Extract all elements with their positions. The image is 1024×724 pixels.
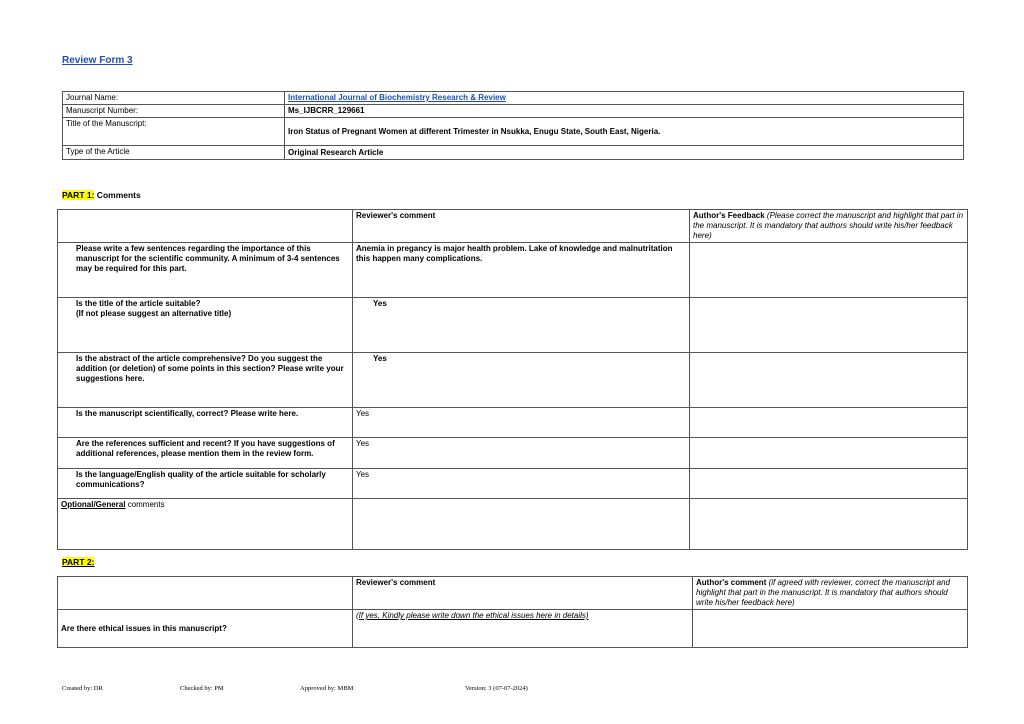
info-row-title [63, 118, 964, 146]
part1-header-reviewer: Reviewer's comment [353, 210, 690, 243]
part1-suffix: Comments [94, 190, 141, 200]
info-row-type [63, 146, 964, 160]
manuscript-title-value: Iron Status of Pregnant Women at different Trimester in Nsukka, Enugu State, South East, Nigeria. [285, 118, 964, 146]
answer-language[interactable]: Yes [353, 469, 690, 499]
optional-author-feedback[interactable] [690, 499, 968, 550]
manuscript-info-table [62, 91, 964, 160]
part2-header-author [693, 577, 968, 610]
footer-version: Version: 3 (07-07-2024) [465, 685, 528, 692]
part1-header-author-bold: Author's Feedback [693, 211, 765, 220]
feedback-language[interactable] [690, 469, 968, 499]
part1-row-references [58, 438, 968, 469]
question-title: Is the title of the article suitable? (If not please suggest an alternative title) [58, 298, 353, 353]
info-row-manuscript-number [63, 105, 964, 118]
feedback-scientific[interactable] [690, 408, 968, 438]
feedback-title[interactable] [690, 298, 968, 353]
part2-header-row [58, 577, 968, 610]
answer-importance[interactable]: Anemia in pregancy is major health problem. Lake of knowledge and malnutritation this happen many complications. [353, 243, 690, 298]
article-type-label: Type of the Article [63, 146, 285, 160]
answer-scientific[interactable]: Yes [353, 408, 690, 438]
answer-references[interactable]: Yes [353, 438, 690, 469]
optional-comments-label [58, 499, 353, 550]
part1-row-optional [58, 499, 968, 550]
footer-approved: Approved by: MBM [300, 685, 354, 692]
part1-row-importance [58, 243, 968, 298]
part2-header-empty [58, 577, 353, 610]
question-importance: Please write a few sentences regarding the importance of this manuscript for the scientific community. A minimum of 3-4 sentences may be required for this part. [58, 243, 353, 298]
part1-row-language [58, 469, 968, 499]
part2-label: PART 2: [62, 557, 95, 567]
part1-label: PART 1: [62, 190, 95, 200]
feedback-references[interactable] [690, 438, 968, 469]
answer-abstract[interactable]: Yes [353, 353, 690, 408]
part1-header-author-note: (Please correct the manuscript and highlight that part in the manuscript. It is mandatory that authors should write his/her feedback here) [693, 211, 964, 240]
part2-header-reviewer: Reviewer's comment [353, 577, 693, 610]
ethics-reviewer-note[interactable]: (If yes, Kindly please write down the ethical issues here in details) [353, 610, 693, 648]
question-scientific: Is the manuscript scientifically, correct? Please write here. [58, 408, 353, 438]
info-row-journal [63, 92, 964, 105]
footer-checked: Checked by: PM [180, 685, 224, 692]
manuscript-number-label: Manuscript Number: [63, 105, 285, 118]
question-language: Is the language/English quality of the article suitable for scholarly communications? [58, 469, 353, 499]
question-abstract: Is the abstract of the article comprehensive? Do you suggest the addition (or deletion) of some points in this section? Please write your suggestions here. [58, 353, 353, 408]
part1-row-abstract [58, 353, 968, 408]
ethics-author-comment[interactable] [693, 610, 968, 648]
form-title[interactable]: Review Form 3 [62, 55, 133, 66]
question-references: Are the references sufficient and recent? If you have suggestions of additional references, please mention them in the review form. [58, 438, 353, 469]
question-ethics: Are there ethical issues in this manuscript? [58, 610, 353, 648]
manuscript-number-value: Ms_IJBCRR_129661 [285, 105, 964, 118]
footer-created: Created by: DR [62, 685, 103, 692]
optional-label: Optional/General [61, 500, 126, 509]
part1-row-scientific [58, 408, 968, 438]
part2-heading [62, 557, 94, 567]
part1-comments-table [57, 209, 968, 550]
answer-title[interactable]: Yes [353, 298, 690, 353]
optional-suffix: comments [125, 500, 165, 509]
part1-header-empty [58, 210, 353, 243]
part2-header-author-bold: Author's comment [696, 578, 767, 587]
feedback-importance[interactable] [690, 243, 968, 298]
optional-reviewer-comment[interactable] [353, 499, 690, 550]
manuscript-title-label: Title of the Manuscript: [63, 118, 285, 146]
article-type-value: Original Research Article [285, 146, 964, 160]
part2-ethics-table [57, 576, 968, 648]
part1-header-row [58, 210, 968, 243]
part1-heading [62, 190, 141, 200]
part1-header-author [690, 210, 968, 243]
part2-row-ethics [58, 610, 968, 648]
part1-row-title [58, 298, 968, 353]
journal-name-label: Journal Name: [63, 92, 285, 105]
feedback-abstract[interactable] [690, 353, 968, 408]
journal-name-link[interactable]: International Journal of Biochemistry Research & Review [288, 93, 506, 102]
part2-header-author-note: (if agreed with reviewer, correct the manuscript and highlight that part in the manuscript. It is mandatory that authors should write his/her feedback here) [696, 578, 950, 607]
